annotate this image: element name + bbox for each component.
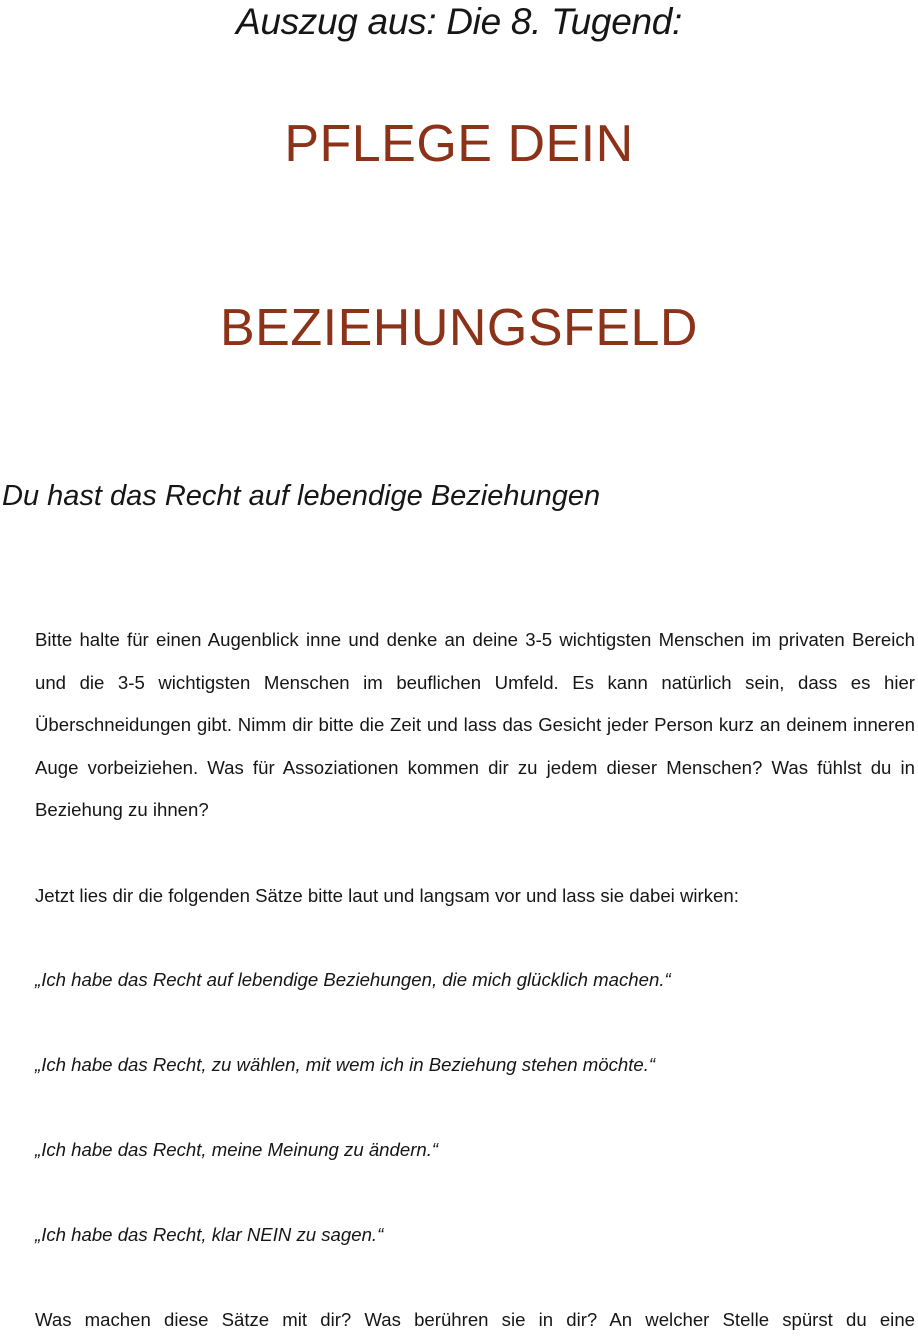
headline-line-2: BEZIEHUNGSFELD — [220, 299, 698, 357]
excerpt-title: Auszug aus: Die 8. Tugend: — [235, 1, 683, 42]
affirmation-quote-2: „Ich habe das Recht, zu wählen, mit wem ich in Beziehung stehen möchte.“ — [35, 1054, 656, 1075]
affirmation-quote-3: „Ich habe das Recht, meine Meinung zu ändern.“ — [35, 1139, 439, 1160]
headline-line-1: PFLEGE DEIN — [284, 115, 634, 173]
affirmation-quote-1: „Ich habe das Recht auf lebendige Beziehungen, die mich glücklich machen.“ — [35, 969, 671, 990]
affirmation-quote-4: „Ich habe das Recht, klar NEIN zu sagen.“ — [35, 1224, 384, 1245]
reflection-paragraph: Was machen diese Sätze mit dir? Was berühren sie in dir? An welcher Stelle spürst du eine — [35, 1309, 915, 1330]
intro-paragraph: Bitte halte für einen Augenblick inne und denke an deine 3-5 wichtigsten Menschen im privaten Bereich und die 3-5 wichtigsten Menschen im beuflichen Umfeld. Es kann natürlich sein, dass es hier Überschneidungen gibt. Nimm dir bitte die Zeit und lass das Gesicht jeder Person kurz an deinem inneren Auge vorbeiziehen. Was für Assoziationen kommen dir zu jedem dieser Menschen? Was fühlst du in Beziehung zu ihnen? — [35, 629, 915, 820]
subtitle: Du hast das Recht auf lebendige Beziehungen — [2, 480, 601, 512]
instruction-paragraph: Jetzt lies dir die folgenden Sätze bitte laut und langsam vor und lass sie dabei wirken: — [35, 885, 739, 906]
